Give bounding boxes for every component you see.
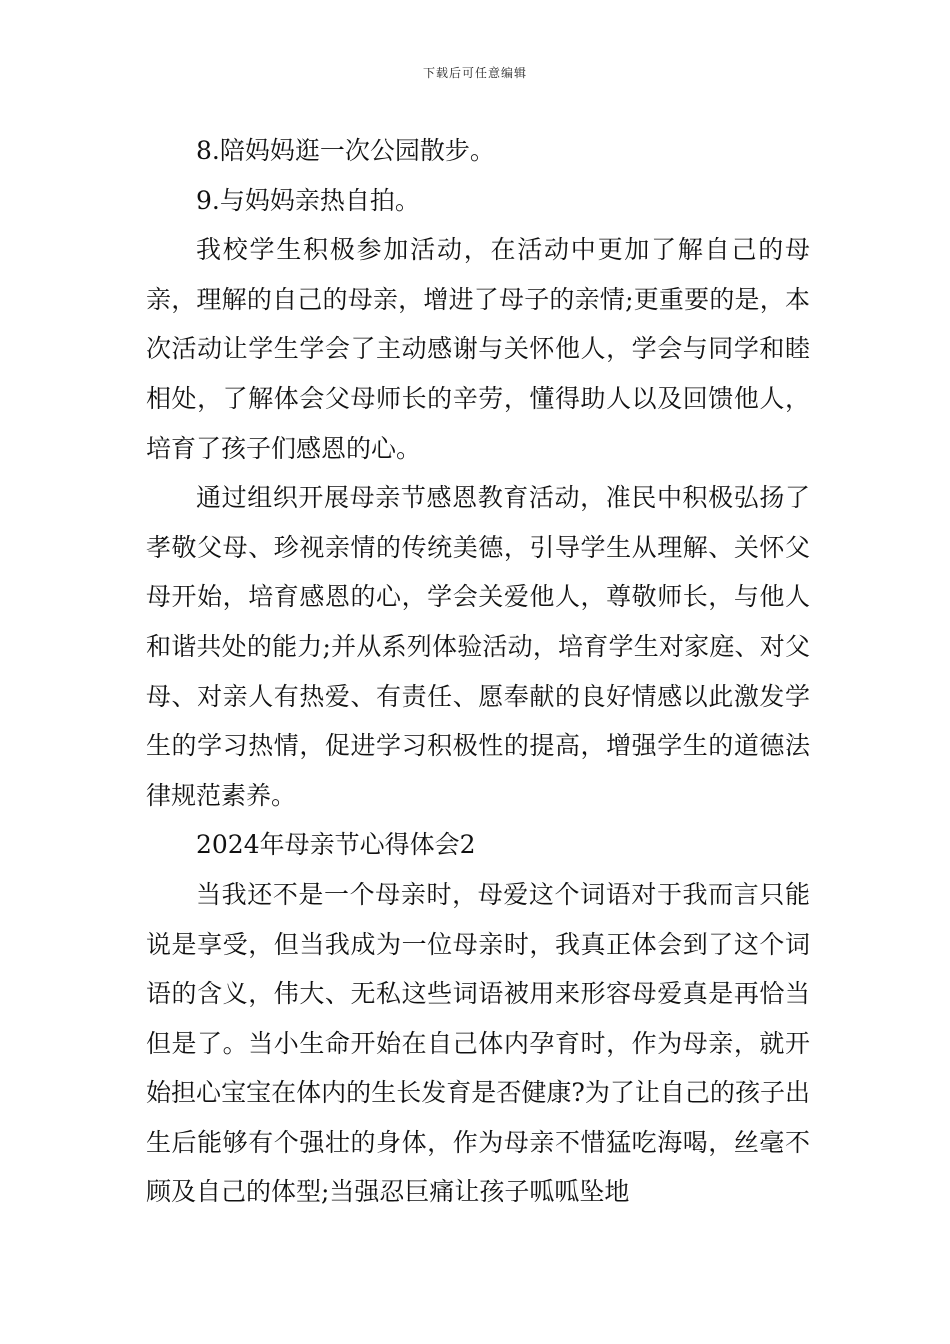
section-heading: 2024年母亲节心得体会2 xyxy=(196,830,476,860)
paragraph-mother-reflection: 当我还不是一个母亲时，母爱这个词语对于我而言只能说是享受，但当我成为一位母亲时，我真正体会到了这个词语的含义，伟大、无私这些词语被用来形容母爱真是再恰当但是了。当小生命开始在自己体内孕育时，作为母亲，就开始担心宝宝在体内的生长发育是否健康?为了让自己的孩子出生后能够有个强壮的身体，作为母亲不惜猛吃海喝，丝毫不顾及自己的体型;当强忍巨痛让孩子呱呱坠地 xyxy=(146,879,810,1207)
paragraph-education-summary: 通过组织开展母亲节感恩教育活动，准民中积极弘扬了孝敬父母、珍视亲情的传统美德，引导学生从理解、关怀父母开始，培育感恩的心，学会关爱他人，尊敬师长，与他人和谐共处的能力;并从系列体验活动，培育学生对家庭、对父母、对亲人有热爱、有责任、愿奉献的良好情感以此激发学生的学习热情，促进学习积极性的提高，增强学生的道德法律规范素养。 xyxy=(146,483,810,810)
page-header: 下载后可任意编辑 xyxy=(422,66,527,80)
document-body xyxy=(146,126,810,1217)
paragraph-activity-summary: 我校学生积极参加活动，在活动中更加了解自己的母亲，理解的自己的母亲，增进了母子的亲情;更重要的是，本次活动让学生学会了主动感谢与关怀他人，学会与同学和睦相处，了解体会父母师长的辛劳，懂得助人以及回馈他人，培育了孩子们感恩的心。 xyxy=(146,235,810,463)
list-item-8: 8.陪妈妈逛一次公园散步。 xyxy=(196,136,495,165)
list-item-9: 9.与妈妈亲热自拍。 xyxy=(196,185,420,215)
